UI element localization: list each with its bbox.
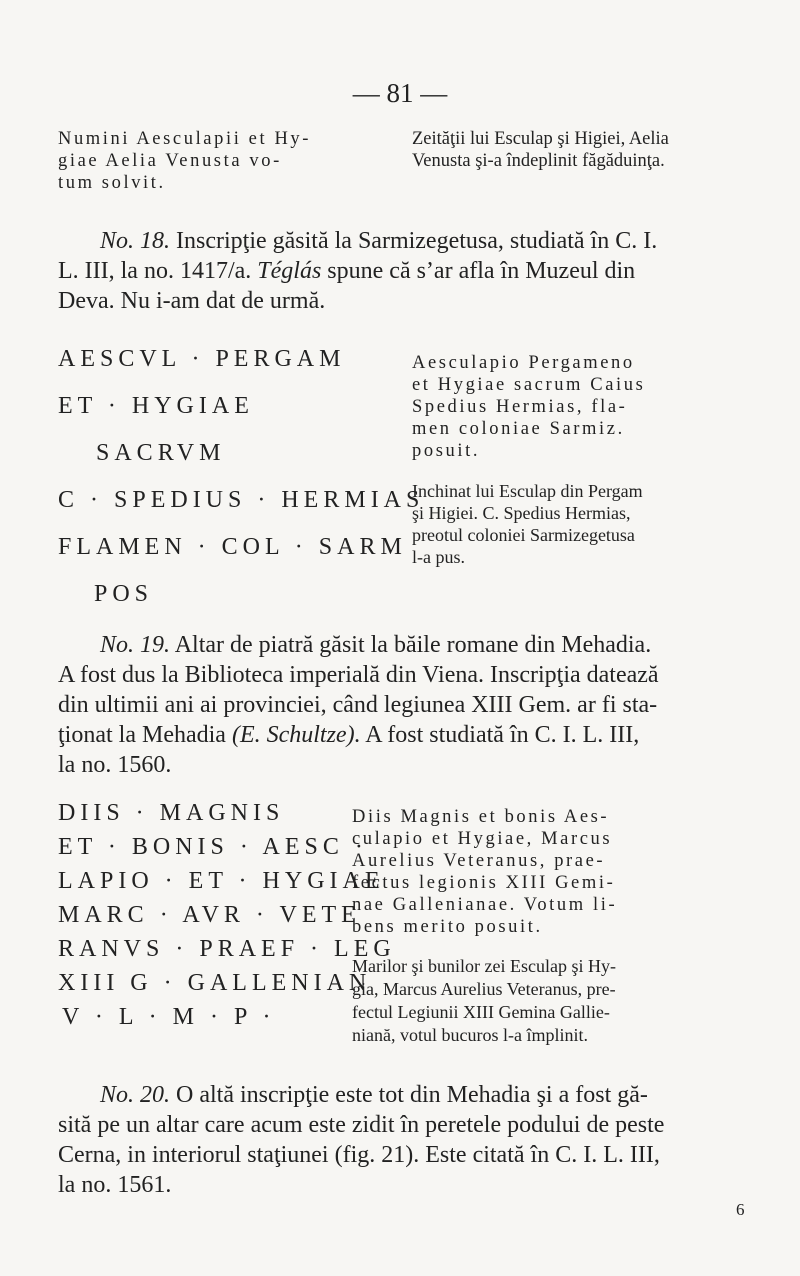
- text-line: Deva. Nu i-am dat de urmă.: [58, 288, 326, 314]
- caps-line: DIIS · MAGNIS: [58, 800, 285, 826]
- inscription-18-latin: [412, 352, 772, 462]
- latin-line: men coloniae Sarmiz.: [412, 419, 625, 439]
- text-line: A fost dus la Biblioteca imperială din Viena. Inscripţia datează: [58, 662, 659, 688]
- romanian-line: preotul coloniei Sarmizegetusa: [412, 525, 635, 545]
- latin-line: fectus legionis XIII Gemi-: [352, 873, 616, 893]
- text-line: sită pe un altar care acum este zidit în peretele podului de peste: [58, 1112, 665, 1138]
- author-name: Téglás: [257, 258, 322, 284]
- latin-line: nae Gallenianae. Votum li-: [352, 895, 618, 915]
- caps-line: ET · BONIS · AESC ·: [58, 834, 368, 860]
- text-line: din ultimii ani ai provinciei, când legiunea XIII Gem. ar fi sta-: [58, 692, 658, 718]
- latin-line: Diis Magnis et bonis Aes-: [352, 807, 610, 827]
- latin-line: culapio et Hygiae, Marcus: [352, 829, 613, 849]
- paragraph-no-18: [58, 226, 748, 316]
- inscription-18-romanian: [412, 480, 772, 568]
- text-line: L. III, la no. 1417/a.: [58, 258, 252, 284]
- text-line: spune că s’ar afla în Muzeul din: [327, 258, 636, 284]
- text-line: Cerna, in interiorul staţiunei (fig. 21). Este citată în C. I. L. III,: [58, 1142, 660, 1168]
- romanian-line: fectul Legiunii XIII Gemina Gallie-: [352, 1002, 610, 1022]
- text-line: Altar de piatră găsit la băile romane din Mehadia.: [174, 632, 652, 658]
- romanian-line: şi Higiei. C. Spedius Hermias,: [412, 503, 631, 523]
- romanian-line: gia, Marcus Aurelius Veteranus, pre-: [352, 979, 616, 999]
- paragraph-no-19: [58, 630, 748, 780]
- caps-line: FLAMEN · COL · SARM: [58, 534, 407, 560]
- caps-line: MARC · AVR · VETE: [58, 902, 361, 928]
- entry-label: No. 18.: [100, 228, 171, 254]
- caps-line: RANVS · PRAEF · LEG: [58, 936, 396, 962]
- romanian-line: Marilor şi bunilor zei Esculap şi Hy-: [352, 956, 616, 976]
- latin-line: Numini Aesculapii et Hy-: [58, 129, 312, 149]
- text-line: A fost studiată în C. I. L. III,: [365, 722, 640, 748]
- text-line: O altă inscripţie este tot din Mehadia şi a fost gă-: [176, 1082, 648, 1108]
- inscription-17-romanian: [412, 128, 772, 172]
- inscription-19-latin: [352, 806, 772, 938]
- caps-line: V · L · M · P ·: [62, 1004, 276, 1030]
- latin-line: et Hygiae sacrum Caius: [412, 375, 646, 395]
- paragraph-no-20: [58, 1080, 748, 1200]
- latin-line: bens merito posuit.: [352, 917, 543, 937]
- inscription-19-capitals: [58, 800, 396, 1038]
- text-line: la no. 1560.: [58, 752, 172, 778]
- inscription-19-romanian: [352, 955, 772, 1047]
- inscription-18-capitals: [58, 346, 424, 628]
- latin-line: posuit.: [412, 441, 481, 461]
- romanian-line: niană, votul bucuros l-a împlinit.: [352, 1025, 588, 1045]
- caps-line: ET · HYGIAE: [58, 393, 254, 419]
- text-line: ţionat la Mehadia: [58, 722, 226, 748]
- latin-line: Aesculapio Pergameno: [412, 353, 635, 373]
- romanian-line: Zeităţii lui Esculap şi Higiei, Aelia: [412, 129, 669, 149]
- latin-line: Spedius Hermias, fla-: [412, 397, 628, 417]
- signature-mark: 6: [736, 1200, 745, 1219]
- caps-line: POS: [94, 581, 154, 607]
- page-number: — 81 —: [352, 78, 448, 108]
- romanian-line: Venusta şi-a îndeplinit făgăduinţa.: [412, 151, 665, 171]
- entry-label: No. 20.: [100, 1082, 171, 1108]
- text-line: Inscripţie găsită la Sarmizegetusa, studiată în C. I.: [176, 228, 658, 254]
- caps-line: C · SPEDIUS · HERMIAS: [58, 487, 425, 513]
- entry-label: No. 19.: [100, 632, 171, 658]
- caps-line: LAPIO · ET · HYGIAE: [58, 868, 385, 894]
- latin-line: Aurelius Veteranus, prae-: [352, 851, 606, 871]
- inscription-17-latin: [58, 128, 358, 194]
- text-line: la no. 1561.: [58, 1172, 172, 1198]
- caps-line: AESCVL · PERGAM: [58, 346, 346, 372]
- romanian-line: Inchinat lui Esculap din Pergam: [412, 481, 643, 501]
- caps-line: SACRVM: [96, 440, 226, 466]
- caps-line: XIII G · GALLENIAN: [58, 970, 372, 996]
- reference: (E. Schultze).: [231, 722, 361, 748]
- romanian-line: l-a pus.: [412, 547, 465, 567]
- latin-line: tum solvit.: [58, 173, 166, 193]
- latin-line: giae Aelia Venusta vo-: [58, 151, 282, 171]
